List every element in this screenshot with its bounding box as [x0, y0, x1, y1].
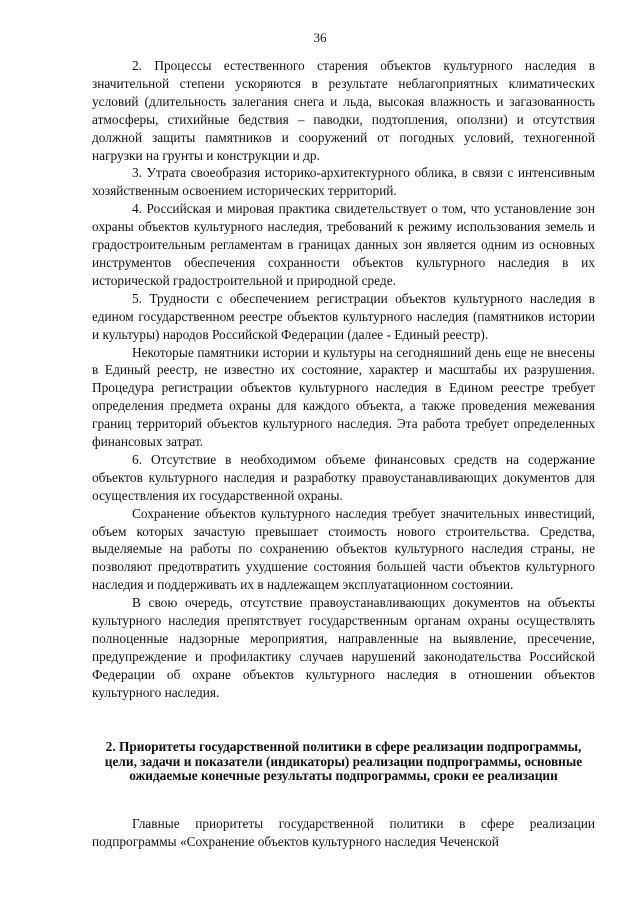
paragraph-legal-documents: В свою очередь, отсутствие правоустанавливающих документов на объекты культурного наследия препятствует государственным органам охраны осуществлять полноценные надзорные мероприятия, направленные на выявление, пресечение, предупреждение и профилактику случаев нарушений законодательства Российской Федерации об охране объектов культурного наследия в отношении объектов культурного наследия.: [92, 595, 595, 700]
paragraph-investment: Сохранение объектов культурного наследия требует значительных инвестиций, объем которых зачастую превышает стоимость нового строительства. Средства, выделяемые на работы по сохранению объектов культурного наследия страны, не позволяют предотвратить ухудшение состояния большей части объектов культурного наследия и поддерживать их в надлежащем эксплуатационном состоянии.: [92, 505, 595, 593]
section-heading: 2. Приоритеты государственной политики в сфере реализации подпрограммы, цели, задачи и показатели (индикаторы) реализации подпрограммы, основные ожидаемые конечные результаты подпрограммы, сроки ее реализации: [104, 739, 583, 784]
page-number: 36: [313, 30, 327, 45]
paragraph-item-2: 2. Процессы естественного старения объектов культурного наследия в значительной степени ускоряются в результате неблагоприятных климатических условий (длительность залегания снега и льда, высокая влажность и загазованность атмосферы, стихийные бедствия – паводки, подтопления, оползни) и отсутствия должной защиты памятников и сооружений от погодных условий, техногенной нагрузки на грунты и конструкции и др.: [92, 58, 595, 163]
paragraph-priorities-intro: Главные приоритеты государственной политики в сфере реализации подпрограммы «Сохранение объектов культурного наследия Чеченской: [92, 816, 595, 849]
paragraph-item-3: 3. Утрата своеобразия историко-архитектурного облика, в связи с интенсивным хозяйственным освоением исторических территорий.: [92, 165, 595, 199]
paragraph-item-5: 5. Трудности с обеспечением регистрации объектов культурного наследия в едином государственном реестре объектов культурного наследия (памятников истории и культуры) народов Российской Федерации (далее - Единый реестр).: [92, 290, 595, 342]
paragraph-item-6: 6. Отсутствие в необходимом объеме финансовых средств на содержание объектов культурного наследия и разработку правоустанавливающих документов для осуществления их государственной охраны.: [92, 451, 595, 503]
paragraph-unregistered-monuments: Некоторые памятники истории и культуры на сегодняшний день еще не внесены в Единый реестр, не известно их состояние, характер и масштабы их разрушения. Процедура регистрации объектов культурного наследия в Едином реестре требует определения предмета охраны для каждого объекта, а также проведения межевания границ территорий объектов культурного наследия. Эта работа требует определенных финансовых затрат.: [92, 344, 595, 450]
section-body: [92, 815, 595, 851]
paragraph-item-4: 4. Российская и мировая практика свидетельствует о том, что установление зон охраны объектов культурного наследия, требований к режиму использования земель и градостроительным регламентам в границах данных зон является одним из основных инструментов обеспечения сохранности объектов культурного наследия в их исторической градостроительной и природной среде.: [92, 201, 595, 288]
body-text: [92, 57, 595, 702]
